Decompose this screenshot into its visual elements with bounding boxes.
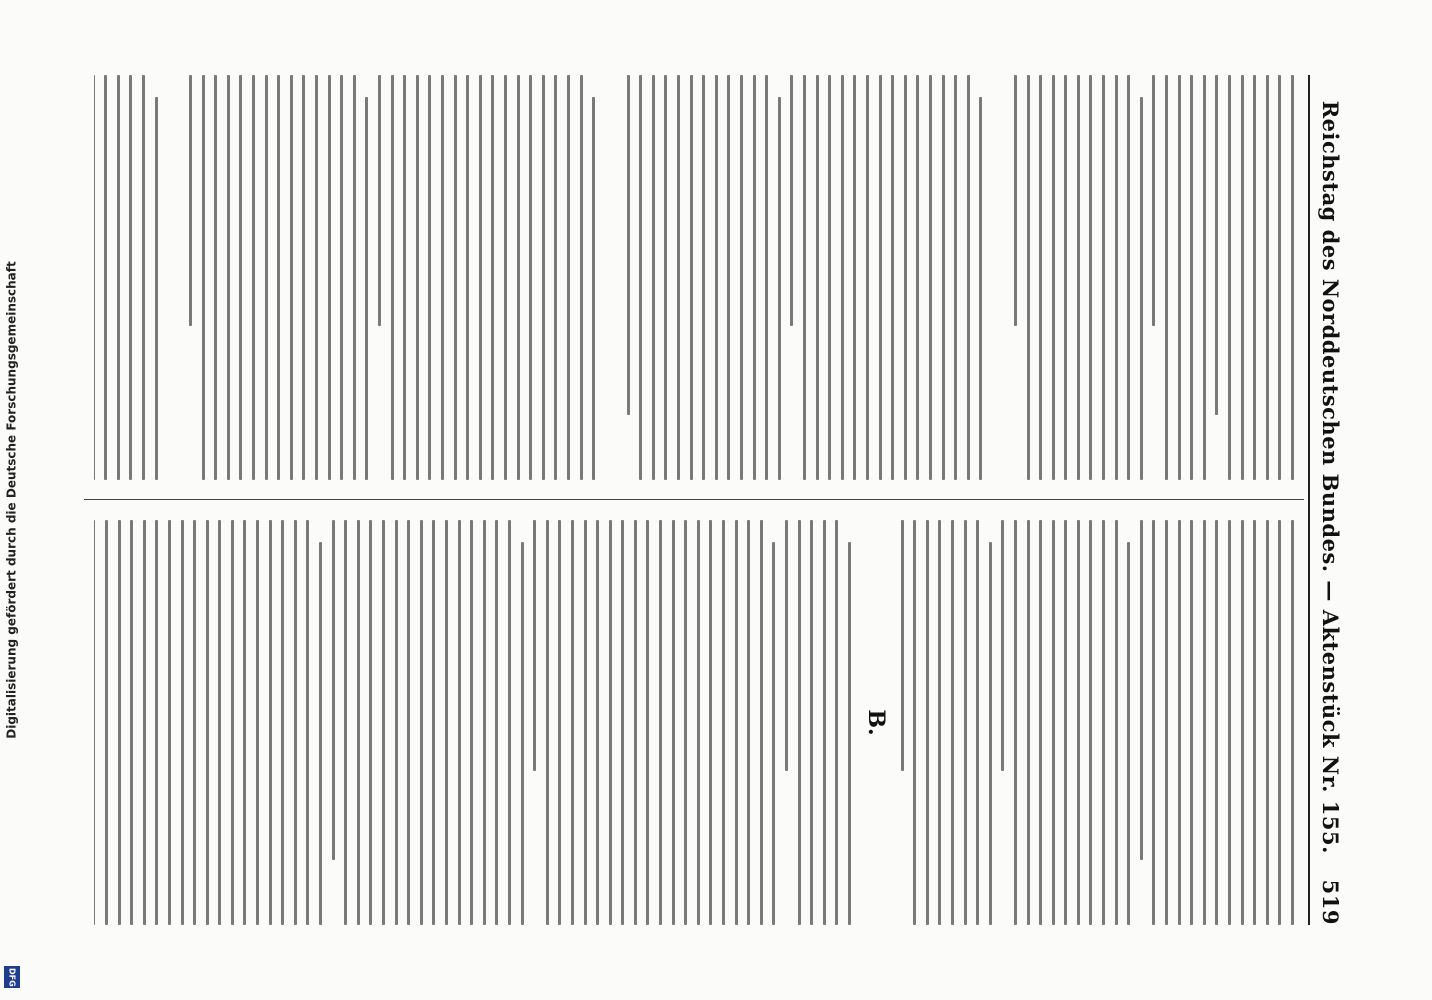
text-line (1027, 520, 1030, 925)
text-line (227, 75, 230, 480)
text-line (1014, 75, 1017, 326)
text-line (495, 520, 498, 925)
text-line (1253, 75, 1256, 480)
text-line (546, 520, 549, 925)
text-line (130, 520, 133, 925)
text-line (252, 75, 255, 480)
text-line (155, 520, 158, 925)
text-line (416, 75, 419, 480)
text-line (926, 520, 929, 925)
text-line (1266, 75, 1269, 480)
text-line (677, 75, 680, 480)
text-line (592, 97, 595, 480)
text-line (319, 542, 322, 925)
text-line (1178, 75, 1181, 480)
paragraph-gap (982, 75, 1004, 480)
text-line (441, 75, 444, 480)
text-line (542, 75, 545, 480)
text-line (1291, 520, 1294, 925)
text-line (407, 520, 410, 925)
text-line (244, 520, 247, 925)
text-line (315, 75, 318, 480)
text-line (709, 520, 712, 925)
header-rule (1308, 75, 1310, 925)
text-line (1039, 520, 1042, 925)
text-line (1278, 75, 1281, 480)
text-line (240, 75, 243, 480)
text-line (420, 520, 423, 925)
text-line (1178, 520, 1181, 925)
text-line (395, 520, 398, 925)
text-line (458, 520, 461, 925)
text-line (938, 520, 941, 925)
text-line (1039, 75, 1042, 480)
text-line (340, 75, 343, 480)
text-line (753, 75, 756, 480)
paragraph-gap (158, 75, 180, 480)
text-line (772, 542, 775, 925)
text-line (1266, 520, 1269, 925)
page-number: 519 (1318, 879, 1344, 925)
text-line (214, 75, 217, 480)
text-line (382, 520, 385, 925)
text-line (1215, 75, 1218, 415)
text-line (810, 520, 813, 925)
text-line (967, 75, 970, 480)
text-line (504, 75, 507, 480)
text-line (652, 75, 655, 480)
text-line (155, 97, 158, 480)
column-divider (84, 499, 1304, 500)
text-line (879, 75, 882, 480)
text-line (428, 75, 431, 480)
text-line (1165, 75, 1168, 480)
text-line (1102, 520, 1105, 925)
text-line (104, 75, 107, 480)
text-line (571, 520, 574, 925)
text-line (1077, 75, 1080, 480)
text-line (584, 520, 587, 925)
text-line (672, 520, 675, 925)
text-line (765, 75, 768, 480)
text-line (168, 520, 171, 925)
text-line (785, 520, 788, 771)
text-line (181, 520, 184, 925)
text-line (853, 75, 856, 480)
dfg-logo: DFG (4, 966, 20, 988)
text-line (866, 75, 869, 480)
text-line (1052, 520, 1055, 925)
text-line (231, 520, 234, 925)
text-line (1152, 75, 1155, 326)
text-line (1190, 75, 1193, 480)
text-line (94, 520, 95, 925)
text-line (357, 520, 360, 925)
text-line (916, 75, 919, 480)
text-line (1241, 520, 1244, 925)
text-line (302, 75, 305, 480)
text-line (1228, 520, 1231, 925)
footer-credit-strip (2, 0, 22, 1000)
text-line (684, 520, 687, 925)
text-line (621, 520, 624, 925)
text-line (1001, 520, 1004, 771)
text-line (306, 520, 309, 925)
text-line (269, 520, 272, 925)
text-line (1140, 520, 1143, 860)
text-line (942, 75, 945, 480)
text-line (521, 542, 524, 925)
text-line (1165, 520, 1168, 925)
text-line (1090, 520, 1093, 925)
text-line (835, 520, 838, 925)
text-line (529, 75, 532, 480)
text-line (609, 520, 612, 925)
text-line (1127, 75, 1130, 480)
text-line (1127, 542, 1130, 925)
text-line (483, 520, 486, 925)
right-text-column (94, 520, 1294, 925)
text-line (891, 75, 894, 480)
running-head-title: Reichstag des Norddeutschen Bundes. — Aktenstück Nr. 155. (1318, 100, 1344, 854)
text-line (265, 75, 268, 480)
text-line (105, 520, 108, 925)
text-line (491, 75, 494, 480)
text-line (403, 75, 406, 480)
text-line (702, 75, 705, 480)
text-line (445, 520, 448, 925)
text-line (828, 75, 831, 480)
text-line (659, 520, 662, 925)
text-line (1203, 520, 1206, 925)
text-line (735, 520, 738, 925)
text-line (639, 75, 642, 480)
text-line (904, 75, 907, 480)
text-line (848, 542, 851, 925)
text-line (533, 520, 536, 771)
text-line (193, 520, 196, 925)
text-line (1203, 75, 1206, 480)
text-line (517, 75, 520, 480)
footer-credit: Digitalisierung gefördert durch die Deutsche Forschungsgemeinschaft (5, 261, 20, 739)
text-line (1253, 520, 1256, 925)
text-line (558, 520, 561, 925)
text-line (117, 75, 120, 480)
text-line (1228, 75, 1231, 480)
text-line (665, 75, 668, 480)
text-line (760, 520, 763, 925)
text-line (715, 75, 718, 480)
text-line (391, 75, 394, 480)
paragraph-gap (595, 75, 617, 480)
text-line (1014, 520, 1017, 925)
text-line (1215, 520, 1218, 925)
text-line (954, 75, 957, 480)
text-line (816, 75, 819, 480)
text-line (1052, 75, 1055, 480)
text-line (803, 75, 806, 480)
text-line (508, 520, 511, 925)
text-line (328, 75, 331, 480)
text-line (1278, 520, 1281, 925)
text-line (1102, 75, 1105, 480)
text-line (470, 520, 473, 925)
text-line (1027, 75, 1030, 480)
text-line (1241, 75, 1244, 480)
text-line (378, 75, 381, 326)
text-line (1140, 97, 1143, 480)
text-line (94, 75, 95, 480)
text-line (580, 75, 583, 480)
text-line (1064, 75, 1067, 480)
text-line (454, 75, 457, 480)
text-line (256, 520, 259, 925)
text-line (290, 75, 293, 480)
text-line (479, 75, 482, 480)
section-mark: B. (863, 709, 889, 736)
text-line (1115, 75, 1118, 480)
text-line (929, 75, 932, 480)
text-line (218, 520, 221, 925)
text-line (989, 542, 992, 925)
text-line (1291, 75, 1294, 480)
text-line (790, 75, 793, 326)
running-head (1314, 75, 1348, 925)
text-line (353, 75, 356, 480)
text-line (913, 520, 916, 925)
text-line (118, 520, 121, 925)
text-line (627, 75, 630, 415)
text-line (143, 520, 146, 925)
text-line (432, 520, 435, 925)
text-line (727, 75, 730, 480)
text-line (281, 520, 284, 925)
text-line (277, 75, 280, 480)
text-line (189, 75, 192, 326)
text-line (778, 97, 781, 480)
text-line (1090, 75, 1093, 480)
text-line (206, 520, 209, 925)
text-line (466, 75, 469, 480)
text-line (332, 520, 335, 860)
text-line (1077, 520, 1080, 925)
text-line (951, 520, 954, 925)
text-line (567, 75, 570, 480)
left-text-column (94, 75, 1294, 480)
text-line (647, 520, 650, 925)
text-line (202, 75, 205, 480)
text-line (964, 520, 967, 925)
text-line (697, 520, 700, 925)
text-line (979, 97, 982, 480)
text-line (1115, 520, 1118, 925)
text-line (369, 520, 372, 925)
text-line (1190, 520, 1193, 925)
text-line (1152, 520, 1155, 925)
text-line (294, 520, 297, 925)
text-line (142, 75, 145, 480)
text-line (1064, 520, 1067, 925)
text-line (129, 75, 132, 480)
text-line (740, 75, 743, 480)
text-line (722, 520, 725, 925)
text-line (344, 520, 347, 925)
text-line (901, 520, 904, 771)
text-line (634, 520, 637, 925)
rotated-page (66, 35, 1366, 965)
text-line (554, 75, 557, 480)
text-line (976, 520, 979, 925)
text-line (823, 520, 826, 925)
text-line (841, 75, 844, 480)
text-line (365, 97, 368, 480)
text-line (596, 520, 599, 925)
text-line (690, 75, 693, 480)
text-line (798, 520, 801, 925)
text-line (747, 520, 750, 925)
